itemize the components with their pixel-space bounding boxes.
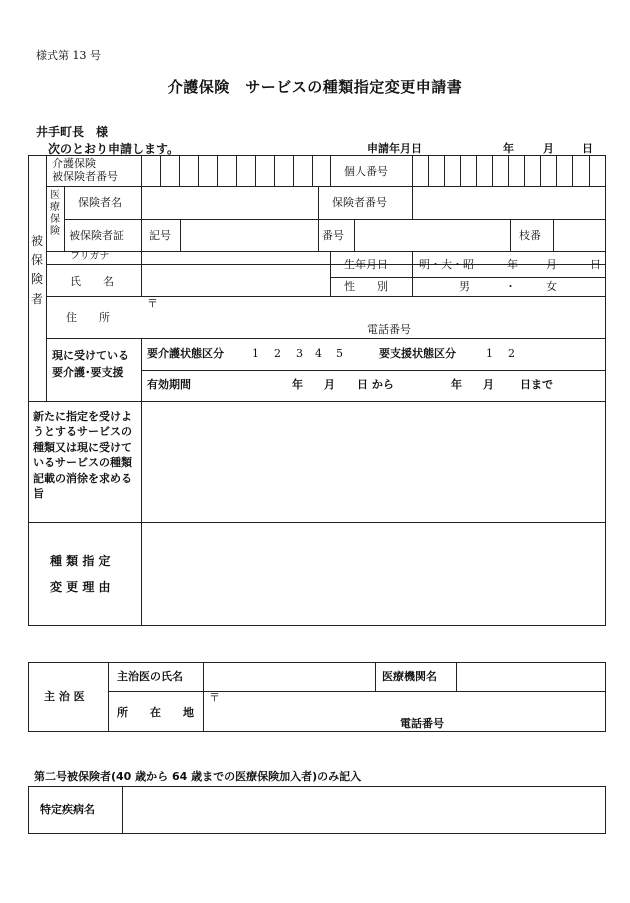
valid-period-label: 有効期間 — [147, 378, 191, 391]
care-level-2: 2 — [274, 347, 281, 360]
physician-phone-label: 電話番号 — [400, 717, 444, 730]
care-level-4: 4 — [315, 347, 322, 360]
intro-text: 次のとおり申請します。 — [48, 142, 180, 156]
care-level-3: 3 — [296, 347, 303, 360]
physician-section-label: 主 治 医 — [44, 690, 85, 703]
secondary-insured-note: 第二号被保険者(40 歳から 64 歳までの医療保険加入者)のみ記入 — [34, 770, 362, 783]
personal-number-label: 個人番号 — [344, 165, 388, 178]
specific-disease-label: 特定疾病名 — [40, 803, 95, 816]
number-label: 番号 — [322, 229, 344, 242]
institution-label: 医療機関名 — [382, 670, 437, 683]
specific-disease-table — [28, 786, 606, 834]
care-level-label: 要介護状態区分 — [147, 347, 224, 360]
physician-address-label: 所 在 地 — [117, 706, 194, 719]
valid-from-day: 日 から — [357, 378, 394, 391]
insured-number-label: 介護保険 被保険者番号 — [52, 157, 118, 183]
era-options: 明・大・昭 — [419, 258, 474, 271]
page-title: 介護保険 サービスの種類指定変更申請書 — [167, 78, 463, 96]
addressee: 井手町長 様 — [36, 125, 109, 139]
valid-until-day: 日まで — [520, 378, 553, 391]
medical-insurance-label: 医療保険 — [50, 190, 60, 237]
address-label: 住 所 — [66, 311, 110, 324]
gender-female: 女 — [546, 280, 557, 293]
gender-label: 性 別 — [344, 280, 388, 293]
application-year-label: 年 — [503, 142, 514, 155]
insured-cert-label: 被保険者証 — [69, 229, 124, 242]
insured-section-label: 被保険者 — [30, 234, 43, 306]
support-level-label: 要支援状態区分 — [379, 347, 456, 360]
gender-separator: ・ — [505, 280, 516, 293]
current-care-level-label: 現に受けている要介護･要支援 — [52, 349, 129, 379]
gender-male: 男 — [459, 280, 470, 293]
care-level-1: 1 — [252, 347, 259, 360]
birth-day-label: 日 — [590, 258, 601, 271]
support-level-1: 1 — [486, 347, 493, 360]
insured-phone-label: 電話番号 — [367, 323, 411, 336]
care-level-5: 5 — [336, 347, 343, 360]
physician-postal-mark: 〒 — [209, 691, 220, 704]
support-level-2: 2 — [508, 347, 515, 360]
application-month-label: 月 — [543, 142, 554, 155]
insurer-number-label: 保険者番号 — [332, 196, 387, 209]
reason-label-line1: 種 類 指 定 — [50, 554, 111, 568]
name-label: 氏 名 — [70, 275, 114, 288]
birth-month-label: 月 — [546, 258, 557, 271]
furigana-label: フリガナ — [70, 251, 110, 262]
form-number: 様式第 13 号 — [36, 49, 101, 62]
physician-table — [28, 662, 606, 732]
valid-from-month: 月 — [324, 378, 335, 391]
physician-name-label: 主治医の氏名 — [117, 670, 183, 683]
valid-until-month: 月 — [483, 378, 494, 391]
symbol-label: 記号 — [149, 229, 171, 242]
application-day-label: 日 — [582, 142, 593, 155]
valid-from-year: 年 — [292, 378, 303, 391]
service-request-label: 新たに指定を受けようとするサービスの種類又は現に受けているサービスの種類記載の消徐を求める旨 — [33, 410, 132, 500]
branch-label: 枝番 — [519, 229, 541, 242]
insurer-name-label: 保険者名 — [78, 196, 122, 209]
birthdate-label: 生年月日 — [344, 258, 388, 271]
birth-year-label: 年 — [507, 258, 518, 271]
valid-until-year: 年 — [451, 378, 462, 391]
postal-mark: 〒 — [147, 297, 158, 310]
reason-label-line2: 変 更 理 由 — [50, 580, 111, 594]
application-date-label: 申請年月日 — [367, 142, 422, 155]
